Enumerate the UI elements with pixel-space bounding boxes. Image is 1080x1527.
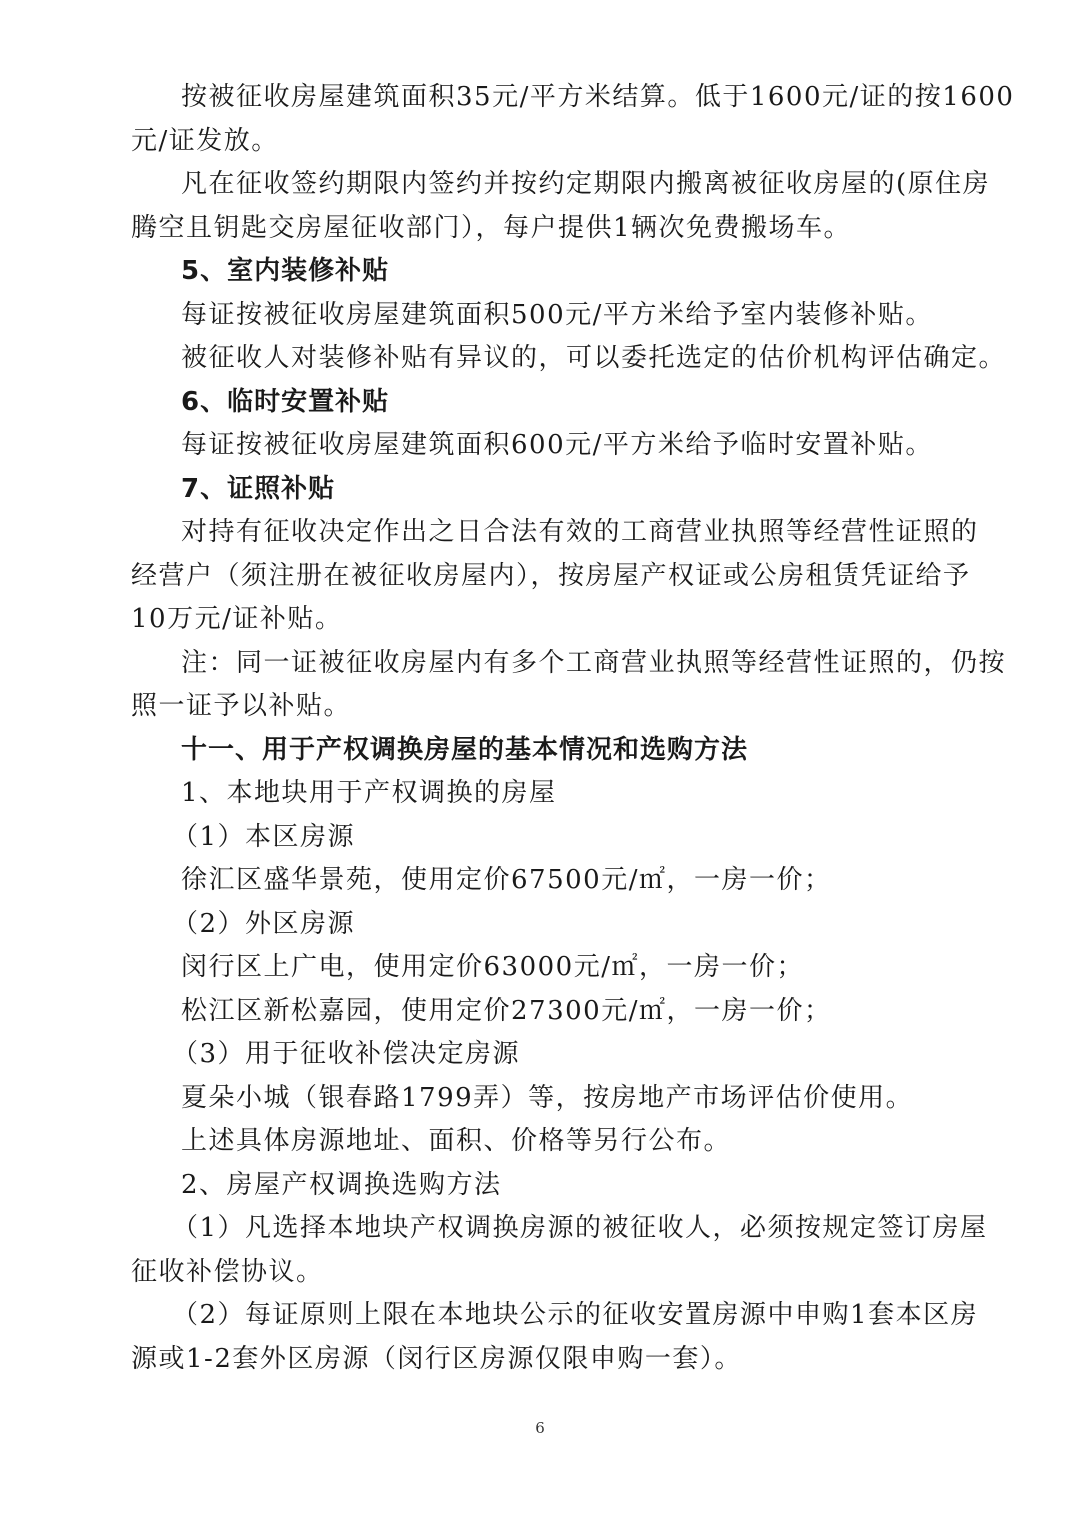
paragraph-line: 经营户（须注册在被征收房屋内），按房屋产权证或公房租赁凭证给予 — [131, 561, 971, 591]
paragraph-line: （1）凡选择本地块产权调换房源的被征收人，必须按规定签订房屋 — [172, 1213, 988, 1243]
paragraph-line: 元/证发放。 — [131, 126, 279, 156]
note-line: 注：同一证被征收房屋内有多个工商营业执照等经营性证照的，仍按 — [181, 648, 1007, 678]
paragraph-line: 按被征收房屋建筑面积35元/平方米结算。低于1600元/证的按1600 — [181, 82, 1015, 112]
paragraph-line: 10万元/证补贴。 — [131, 604, 343, 634]
paragraph-line: （2）每证原则上限在本地块公示的征收安置房源中申购1套本区房 — [172, 1300, 979, 1330]
subsection-heading: 2、房屋产权调换选购方法 — [181, 1170, 502, 1200]
chapter-heading: 十一、用于产权调换房屋的基本情况和选购方法 — [181, 735, 749, 765]
paragraph-line: 松江区新松嘉园，使用定价27300元/㎡，一房一价； — [181, 996, 832, 1026]
paragraph-line: 源或1-2套外区房源（闵行区房源仅限申购一套）。 — [131, 1344, 742, 1374]
paragraph-line: 对持有征收决定作出之日合法有效的工商营业执照等经营性证照的 — [181, 517, 979, 547]
section-heading: 7、证照补贴 — [181, 474, 336, 504]
page-number: 6 — [535, 1419, 545, 1437]
paragraph-line: 被征收人对装修补贴有异议的，可以委托选定的估价机构评估确定。 — [181, 343, 1007, 373]
paragraph-line: 凡在征收签约期限内签约并按约定期限内搬离被征收房屋的(原住房 — [181, 169, 991, 199]
paragraph-line: 徐汇区盛华景苑，使用定价67500元/㎡，一房一价； — [181, 865, 832, 895]
paragraph-line: 每证按被征收房屋建筑面积500元/平方米给予室内装修补贴。 — [181, 300, 933, 330]
item-heading: （1）本区房源 — [172, 822, 356, 852]
paragraph-line: 上述具体房源地址、面积、价格等另行公布。 — [181, 1126, 732, 1156]
item-heading: （3）用于征收补偿决定房源 — [172, 1039, 521, 1069]
paragraph-line: 闵行区上广电，使用定价63000元/㎡，一房一价； — [181, 952, 804, 982]
item-heading: （2）外区房源 — [172, 909, 356, 939]
paragraph-line: 征收补偿协议。 — [131, 1257, 324, 1287]
paragraph-line: 腾空且钥匙交房屋征收部门），每户提供1辆次免费搬场车。 — [131, 213, 852, 243]
note-line: 照一证予以补贴。 — [131, 691, 352, 721]
paragraph-line: 每证按被征收房屋建筑面积600元/平方米给予临时安置补贴。 — [181, 430, 933, 460]
subsection-heading: 1、本地块用于产权调换的房屋 — [181, 778, 557, 808]
section-heading: 6、临时安置补贴 — [181, 387, 390, 417]
paragraph-line: 夏朵小城（银春路1799弄）等，按房地产市场评估价使用。 — [181, 1083, 914, 1113]
section-heading: 5、室内装修补贴 — [181, 256, 390, 286]
